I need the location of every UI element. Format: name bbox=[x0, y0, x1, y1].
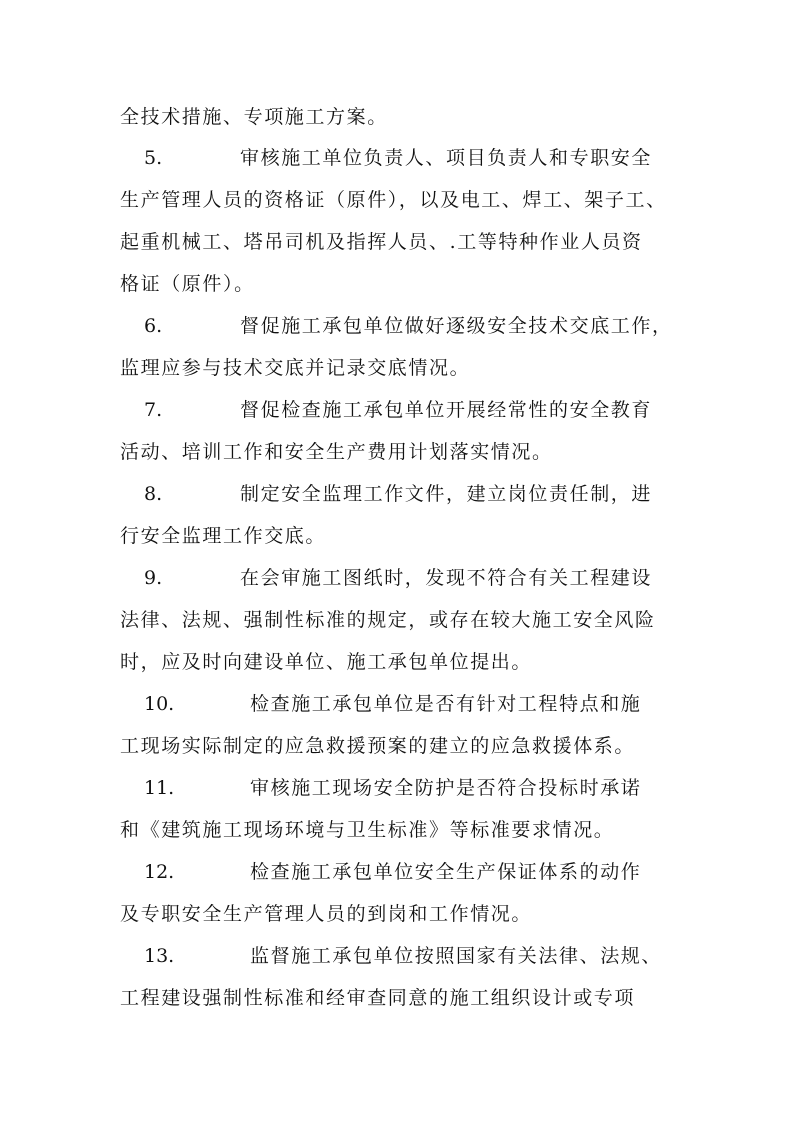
item-text-first-line: 检查施工承包单位是否有针对工程特点和施 bbox=[250, 693, 642, 715]
item-number: 10. bbox=[144, 693, 175, 715]
item-text-line: 行安全监理工作交底。 bbox=[120, 525, 327, 547]
item-text-line: 工现场实际制定的应急救援预案的建立的应急救援体系。 bbox=[120, 735, 636, 757]
item-number: 5. bbox=[144, 147, 163, 169]
item-number: 13. bbox=[144, 945, 175, 967]
item-text-line: 法律、法规、强制性标准的规定，或存在较大施工安全风险 bbox=[120, 609, 656, 631]
item-number: 9. bbox=[144, 567, 163, 589]
item-text-first-line: 制定安全监理工作文件，建立岗位责任制，进 bbox=[240, 483, 653, 505]
item-number: 6. bbox=[144, 315, 163, 337]
item-text-line: 和《建筑施工现场环境与卫生标准》等标准要求情况。 bbox=[120, 819, 615, 841]
item-text-line: 工程建设强制性标准和经审查同意的施工组织设计或专项 bbox=[120, 987, 636, 1009]
item-text-line: 格证（原件）。 bbox=[120, 273, 255, 295]
item-text-line: 及专职安全生产管理人员的到岗和工作情况。 bbox=[120, 903, 533, 925]
item-number: 12. bbox=[144, 861, 175, 883]
item-text-line: 起重机械工、塔吊司机及指挥人员、.工等特种作业人员资 bbox=[120, 231, 643, 253]
item-text-first-line: 监督施工承包单位按照国家有关法律、法规、 bbox=[250, 945, 663, 967]
item-text-first-line: 审核施工现场安全防护是否符合投标时承诺 bbox=[250, 777, 642, 799]
item-text-first-line: 检查施工承包单位安全生产保证体系的动作 bbox=[250, 861, 642, 883]
item-text-first-line: 在会审施工图纸时，发现不符合有关工程建设 bbox=[240, 567, 653, 589]
item-number: 11. bbox=[144, 777, 175, 799]
item-text-first-line: 督促施工承包单位做好逐级安全技术交底工作， bbox=[240, 315, 673, 337]
item-number: 7. bbox=[144, 399, 163, 421]
item-text-line: 生产管理人员的资格证（原件），以及电工、焊工、架子工、 bbox=[120, 189, 667, 211]
item-text-first-line: 审核施工单位负责人、项目负责人和专职安全 bbox=[240, 147, 653, 169]
item-text-line: 活动、培训工作和安全生产费用计划落实情况。 bbox=[120, 441, 553, 463]
item-text-line: 时，应及时向建设单位、施工承包单位提出。 bbox=[120, 651, 533, 673]
item-number: 8. bbox=[144, 483, 163, 505]
item-text-first-line: 督促检查施工承包单位开展经常性的安全教育 bbox=[240, 399, 653, 421]
item-text-line: 监理应参与技术交底并记录交底情况。 bbox=[120, 357, 471, 379]
intro-line: 全技术措施、专项施工方案。 bbox=[120, 106, 388, 128]
